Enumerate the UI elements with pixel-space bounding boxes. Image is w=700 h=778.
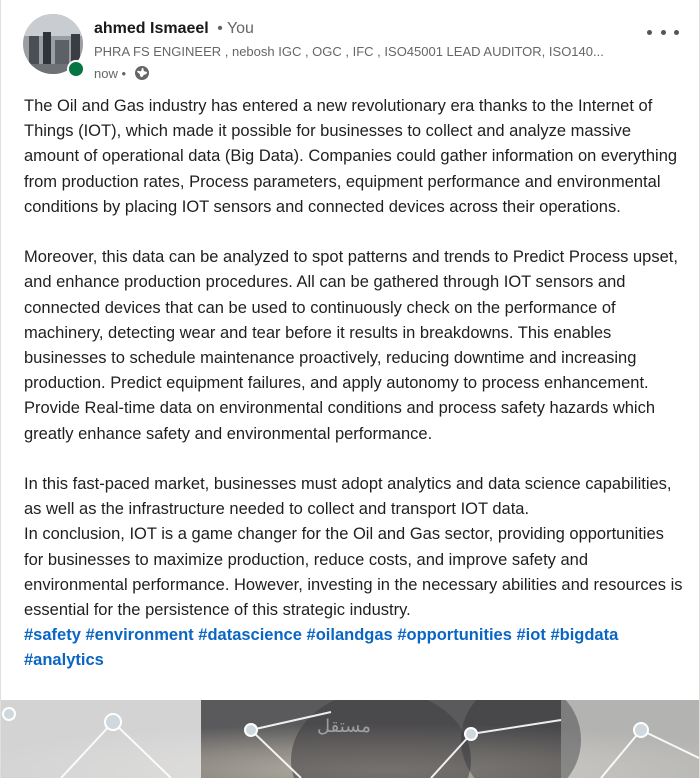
author-headline: PHRA FS ENGINEER , nebosh IGC , OGC , IFC , ISO45001 LEAD AUDITOR, ISO140...: [94, 44, 604, 59]
globe-icon: [134, 65, 150, 81]
author-name-line: [94, 20, 254, 38]
image-watermark: مستقل: [317, 716, 371, 737]
author-name[interactable]: ahmed Ismaeel: [94, 20, 209, 37]
post-header: [23, 14, 699, 84]
hashtag-link[interactable]: #datascience: [198, 626, 302, 645]
author-avatar[interactable]: [23, 14, 83, 74]
post-text: [24, 94, 684, 674]
hashtag-link[interactable]: #safety: [24, 626, 81, 645]
hashtag-link[interactable]: #bigdata: [550, 626, 619, 645]
post-paragraph: In this fast-paced market, businesses must adopt analytics and data science capabilities, as well as the infrastructure needed to collect and transport IOT data.: [24, 475, 672, 519]
more-horizontal-icon: [647, 30, 652, 35]
hashtag-link[interactable]: #oilandgas: [306, 626, 393, 645]
hashtag-link[interactable]: #opportunities: [397, 626, 512, 645]
hashtag-link[interactable]: #environment: [85, 626, 194, 645]
hashtag-link[interactable]: #analytics: [24, 651, 104, 670]
hashtag-link[interactable]: #iot: [516, 626, 546, 645]
more-options-button[interactable]: [647, 22, 679, 42]
online-status-dot: [67, 60, 85, 78]
hashtag-list: [24, 623, 684, 673]
post-timestamp: now •: [94, 65, 127, 81]
post-paragraph: In conclusion, IOT is a game changer for the Oil and Gas sector, providing opportunities for businesses to maximize production, reduce costs, and improve safety and environmental performance. However, investing in the necessary abilities and resources is essential for the persistence of this strategic industry.: [24, 525, 683, 620]
post-meta: [94, 65, 150, 81]
post-image[interactable]: [1, 700, 699, 778]
post-paragraph: Moreover, this data can be analyzed to spot patterns and trends to Predict Process upset, and enhance production procedures. All can be gathered through IOT sensors and connected devices that can be used to continuously check on the performance of machinery, detecting wear and tear before it results in breakdowns. This enables businesses to schedule maintenance proactively, reducing downtime and increasing production. Predict equipment failures, and apply autonomy to process enhancement. Provide Real-time data on environmental conditions and process safety hazards which greatly enhance safety and environmental performance.: [24, 248, 678, 443]
connection-degree: • You: [217, 20, 254, 37]
post-paragraph: The Oil and Gas industry has entered a new revolutionary era thanks to the Internet of Things (IOT), which made it possible for businesses to collect and analyze massive amount of operational data (Big Data). Companies could gather information on everything from production rates, Process parameters, equipment performance and environmental conditions by placing IOT sensors and connected devices across their operations.: [24, 97, 678, 216]
